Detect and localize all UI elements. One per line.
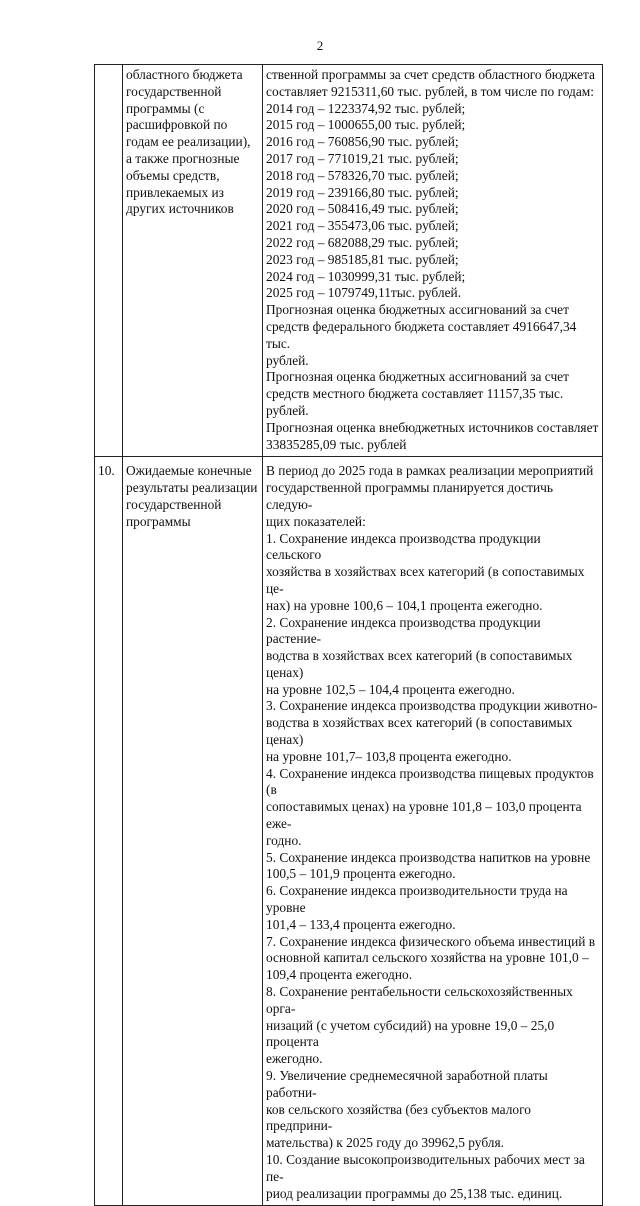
text-line: Прогнозная оценка бюджетных ассигнований за счет [266,369,569,385]
text-line: составляет 9215311,60 тыс. рублей, в том числе по годам: [266,83,595,99]
text-line: Прогнозная оценка внебюджетных источников составляет [266,419,599,435]
text-line: 2019 год – 239166,80 тыс. рублей; [266,184,459,200]
text-line: водства в хозяйствах всех категорий (в сопоставимых ценах) [266,648,576,680]
program-passport-table [94,64,603,1206]
text-line: щих показателей: [266,513,366,529]
row-content [263,457,603,1206]
row-label: Ожидаемые конечные результаты реализации государственной программы [123,457,263,1206]
text-line: 2021 год – 355473,06 тыс. рублей; [266,218,459,234]
text-line: 100,5 – 101,9 процента ежегодно. [266,866,456,882]
text-line: В период до 2025 года в рамках реализации мероприятий [266,463,594,479]
page-number: 2 [316,38,324,53]
text-line: 109,4 процента ежегодно. [266,967,413,983]
text-line: 2022 год – 682088,29 тыс. рублей; [266,234,459,250]
text-line: мательства) к 2025 году до 39962,5 рубля. [266,1135,504,1151]
row-label: областного бюджета государственной программы (с расшифровкой по годам ее реализации), а также прогнозные объемы средств, привлекаемых из других источников [123,65,263,457]
text-line: на уровне 101,7– 103,8 процента ежегодно. [266,748,512,764]
row-content [263,65,603,457]
text-line: 101,4 – 133,4 процента ежегодно. [266,916,456,932]
text-line: рублей. [266,352,309,368]
text-line: на уровне 102,5 – 104,4 процента ежегодно. [266,681,515,697]
text-line: Прогнозная оценка бюджетных ассигнований за счет [266,302,569,318]
text-line: 6. Сохранение индекса производительности труда на уровне [266,883,571,916]
text-line: 4. Сохранение индекса производства пищевых продуктов (в [266,765,598,798]
text-line: 2018 год – 578326,70 тыс. рублей; [266,167,459,183]
text-line: 8. Сохранение рентабельности сельскохозяйственных орга- [266,984,577,1016]
text-line: 5. Сохранение индекса производства напитков на уровне [266,849,591,865]
text-line: сопоставимых ценах) на уровне 101,8 – 103,0 процента еже- [266,799,585,832]
text-line: ежегодно. [266,1051,323,1067]
table-row [95,65,603,457]
text-line: ственной программы за счет средств областного бюджета [266,67,595,82]
text-line: 33835285,09 тыс. рублей [266,436,407,452]
text-line: 10. Создание высокопроизводительных рабочих мест за пе- [266,1152,589,1184]
text-line: 2020 год – 508416,49 тыс. рублей; [266,201,459,217]
text-line: водства в хозяйствах всех категорий (в сопоставимых ценах) [266,715,576,748]
text-line: 2023 год – 985185,81 тыс. рублей; [266,251,459,267]
text-line: 2017 год – 771019,21 тыс. рублей; [266,150,459,166]
text-line: годно. [266,832,302,848]
text-line: средств местного бюджета составляет 11157,35 тыс. рублей. [266,386,567,418]
text-line: низаций (с учетом субсидий) на уровне 19,0 – 25,0 процента [266,1017,558,1050]
text-line: 1. Сохранение индекса производства продукции сельского [266,530,545,563]
text-line: ков сельского хозяйства (без субъектов малого предприни- [266,1101,535,1134]
text-line: нах) на уровне 100,6 – 104,1 процента ежегодно. [266,597,543,613]
text-line: риод реализации программы до 25,138 тыс. единиц. [266,1185,563,1201]
text-line: хозяйства в хозяйствах всех категорий (в сопоставимых це- [266,564,588,596]
text-line: основной капитал сельского хозяйства на уровне 101,0 – [266,950,589,966]
row-number: 10. [95,457,123,1206]
text-line: 2014 год – 1223374,92 тыс. рублей; [266,100,466,116]
table-row [95,457,603,1206]
text-line: 2015 год – 1000655,00 тыс. рублей; [266,117,466,133]
row-number [95,65,123,457]
text-line: средств федерального бюджета составляет 4916647,34 тыс. [266,318,580,351]
text-line: 3. Сохранение индекса производства продукции животно- [266,698,598,714]
text-line: 2016 год – 760856,90 тыс. рублей; [266,134,459,150]
text-line: 9. Увеличение среднемесячной заработной платы работни- [266,1068,552,1100]
text-line: 2. Сохранение индекса производства продукции растение- [266,614,545,647]
text-line: 2024 год – 1030999,31 тыс. рублей; [266,268,466,284]
text-line: 7. Сохранение индекса физического объема инвестиций в [266,933,596,949]
text-line: 2025 год – 1079749,11тыс. рублей. [266,285,462,301]
text-line: государственной программы планируется достичь следую- [266,480,557,512]
